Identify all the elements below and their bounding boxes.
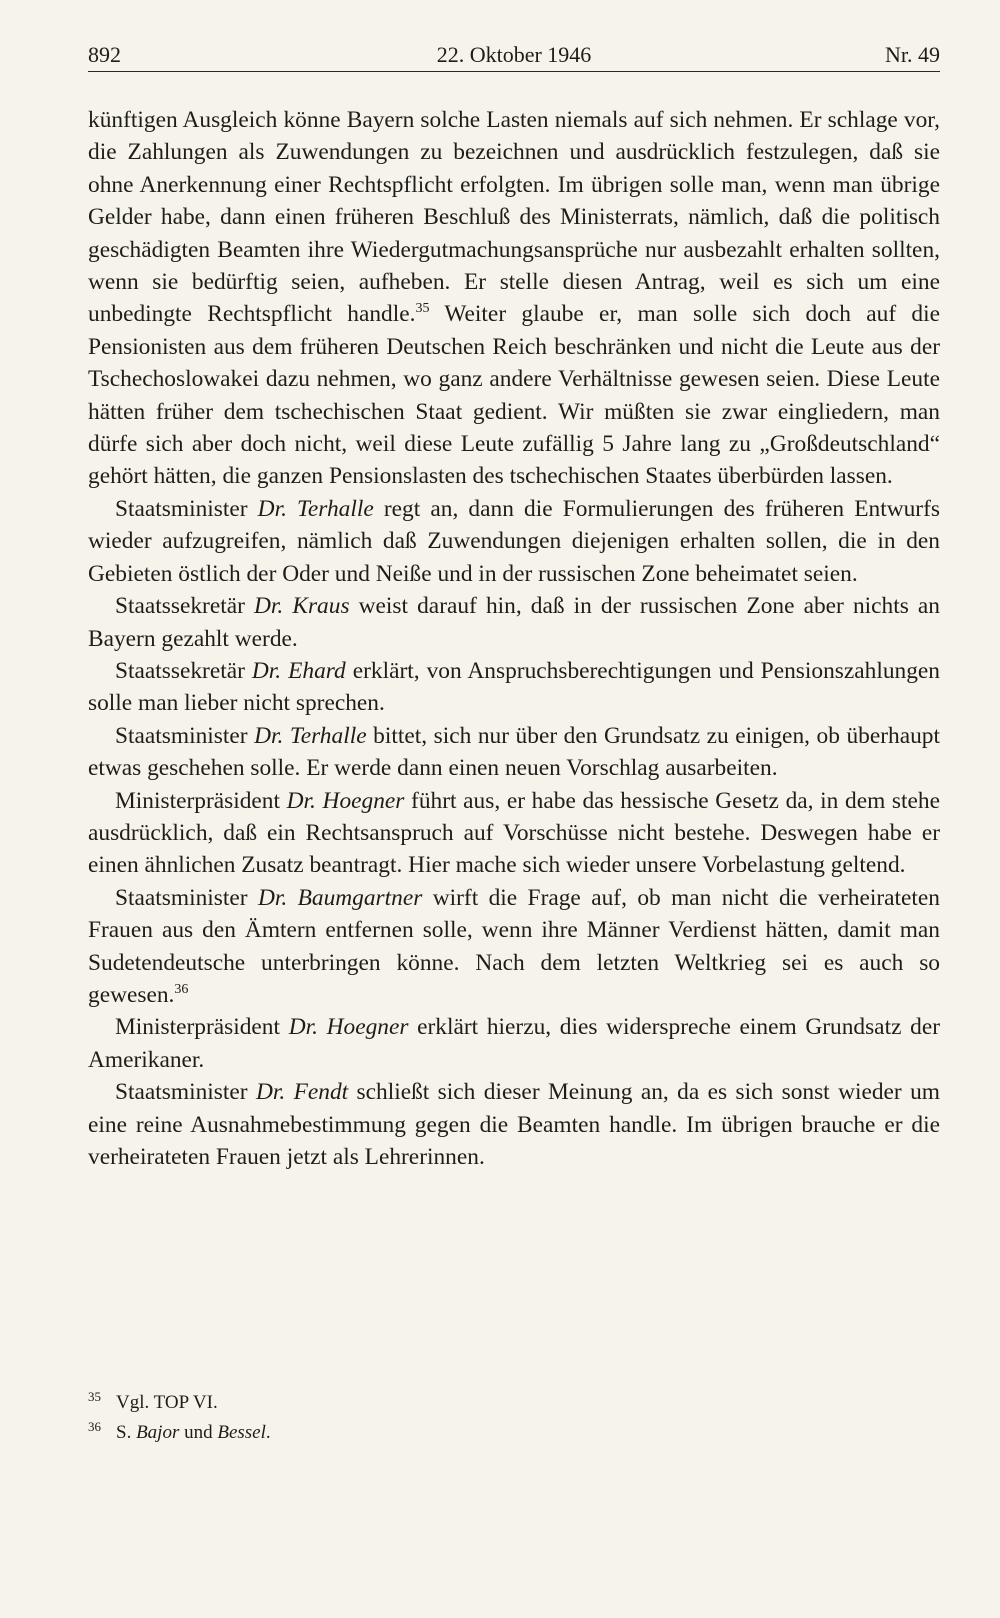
speaker-name: Dr. Baumgartner bbox=[257, 884, 423, 911]
paragraph-3: Staatssekretär Dr. Kraus weist darauf hin, daß in der russischen Zone aber nichts an Bayern gezahlt werde. bbox=[88, 593, 940, 652]
paragraph-8: Ministerpräsident Dr. Hoegner erklärt hierzu, dies widerspreche einem Grundsatz der Amerikaner. bbox=[88, 1014, 940, 1073]
footnote-ref-35: 35 bbox=[415, 301, 430, 317]
running-header bbox=[88, 42, 940, 72]
speaker-name: Dr. Kraus bbox=[254, 593, 350, 620]
body-text bbox=[88, 104, 940, 1173]
paragraph-6: Ministerpräsident Dr. Hoegner führt aus, er habe das hessische Gesetz da, in dem stehe ausdrücklich, daß ein Rechtsanspruch auf Vorschüsse nicht bestehe. Deswegen habe er einen ähnlichen Zusatz beantragt. Hier mache sich wieder unsere Vorbelastung geltend. bbox=[88, 787, 940, 879]
footnote-ref-36: 36 bbox=[174, 982, 189, 998]
speaker-name: Dr. Hoegner bbox=[288, 1014, 409, 1041]
speaker-name: Dr. Ehard bbox=[251, 657, 346, 684]
footnotes bbox=[88, 1388, 940, 1448]
issue-number: Nr. 49 bbox=[885, 42, 940, 67]
footnote-35: 35 Vgl. TOP VI. bbox=[88, 1389, 218, 1413]
speaker-name: Dr. Terhalle bbox=[257, 495, 374, 522]
footnote-36: 36 S. Bajor und Bessel. bbox=[88, 1419, 271, 1443]
document-page bbox=[88, 0, 940, 1618]
paragraph-9: Staatsminister Dr. Fendt schließt sich dieser Meinung an, da es sich sonst wieder um eine reine Ausnahmebestimmung gegen die Beamten handle. Im übrigen brauche er die verheirateten Frauen jetzt als Lehrerinnen. bbox=[88, 1079, 940, 1170]
paragraph-2: Staatsminister Dr. Terhalle regt an, dann die Formulierungen des früheren Entwurfs wieder aufzugreifen, nämlich daß Zuwendungen diejenigen erhalten sollen, die in den Gebieten östlich der Oder und Neiße und in der russischen Zone beheimatet seien. bbox=[88, 495, 940, 587]
paragraph-7: Staatsminister Dr. Baumgartner wirft die Frage auf, ob man nicht die verheirateten Frauen aus den Ämtern entfernen solle, wenn ihre Männer Verdienst hätten, damit man Sudetendeutsche unterbringen könne. Nach dem letzten Weltkrieg sei es auch so gewesen.$^{36}$ bbox=[88, 884, 940, 1008]
paragraph-4: Staatssekretär Dr. Ehard erklärt, von Anspruchsberechtigungen und Pensionszahlungen solle man lieber nicht sprechen. bbox=[88, 657, 940, 717]
speaker-name: Dr. Hoegner bbox=[286, 787, 405, 814]
page-number: 892 bbox=[88, 42, 121, 67]
speaker-name: Dr. Terhalle bbox=[254, 722, 367, 749]
header-date: 22. Oktober 1946 bbox=[436, 42, 592, 67]
speaker-name: Dr. Fendt bbox=[255, 1079, 349, 1106]
paragraph-5: Staatsminister Dr. Terhalle bittet, sich nur über den Grundsatz zu einigen, ob überhaupt etwas geschehen solle. Er werde dann einen neuen Vorschlag ausarbeiten. bbox=[88, 722, 940, 782]
paragraph-1: künftigen Ausgleich könne Bayern solche Lasten niemals auf sich nehmen. Er schlage vor, die Zahlungen als Zuwendungen zu bezeichnen und ausdrücklich festzulegen, daß sie ohne Anerkennung einer Rechtspflicht erfolgten. Im übrigen solle man, wenn man übrige Gelder habe, dann einen früheren Beschluß des Ministerrats, nämlich, daß die politisch geschädigten Beamten ihre Wiedergutmachungsansprüche nur ausbezahlt erhalten sollten, wenn sie bedürftig seien, aufheben. Er stelle diesen Antrag, weil es sich um eine unbedingte Rechtspflicht handle.$^{35}$ Weiter glaube er, man solle sich doch auf die Pensionisten aus dem früheren Deutschen Reich beschränken und nicht die Leute aus der Tschechoslowakei dazu nehmen, wo ganz andere Verhältnisse gewesen seien. Diese Leute hätten früher dem tschechischen Staat gedient. Wir müßten sie zwar eingliedern, man dürfe sich aber doch nicht, weil diese Leute zufällig 5 Jahre lang zu „Großdeutschland“ gehört hätten, die ganzen Pensionslasten des tschechischen Staates überbürden lassen. bbox=[88, 107, 940, 490]
header-rule bbox=[88, 71, 940, 72]
